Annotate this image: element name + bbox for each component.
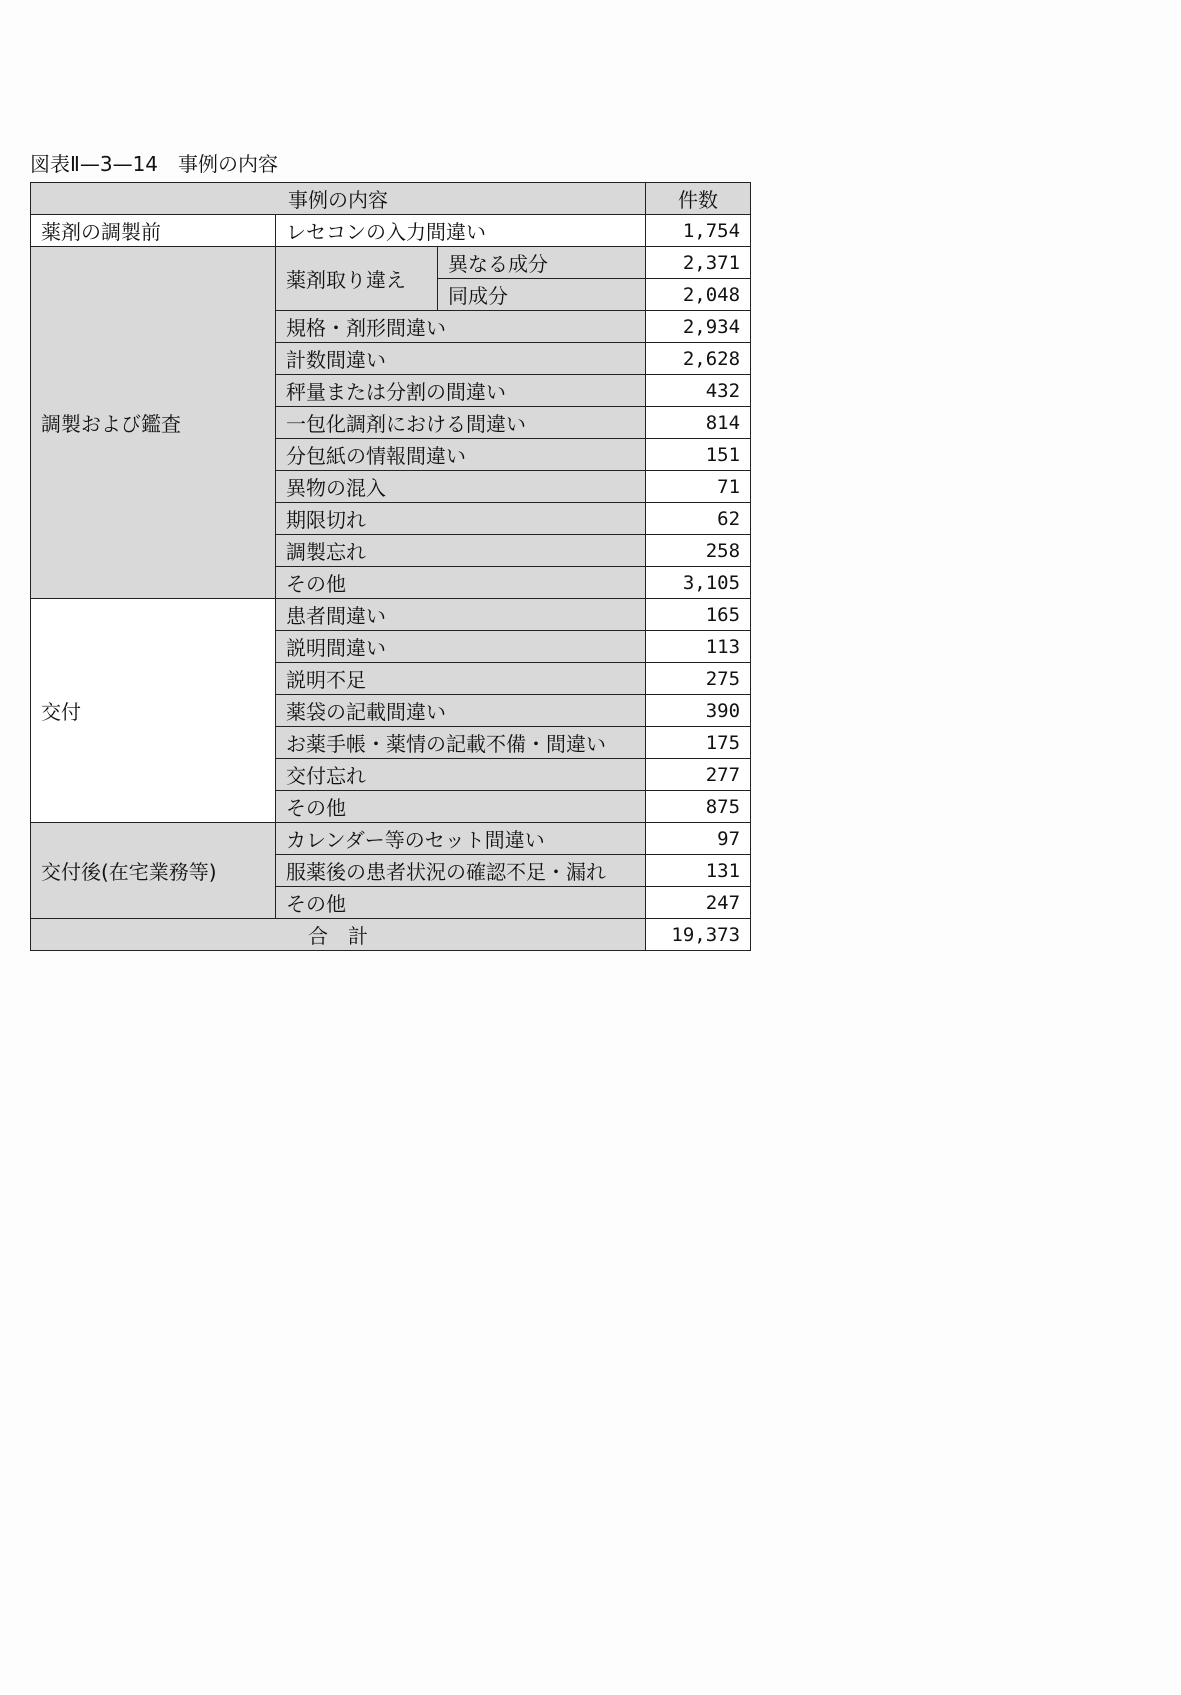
table-row — [31, 247, 751, 279]
total-row — [31, 919, 751, 951]
table-row — [31, 599, 751, 631]
count-cell: 113 — [646, 631, 751, 663]
category-cell: 交付 — [31, 599, 276, 823]
count-cell: 875 — [646, 791, 751, 823]
item-cell: 秤量または分割の間違い — [276, 375, 646, 407]
item-cell: 薬袋の記載間違い — [276, 695, 646, 727]
count-cell: 432 — [646, 375, 751, 407]
item-cell: 計数間違い — [276, 343, 646, 375]
count-cell: 258 — [646, 535, 751, 567]
total-count: 19,373 — [646, 919, 751, 951]
count-cell: 247 — [646, 887, 751, 919]
count-cell: 97 — [646, 823, 751, 855]
item-cell: 規格・剤形間違い — [276, 311, 646, 343]
category-cell: 調製および鑑査 — [31, 247, 276, 599]
item-cell: その他 — [276, 887, 646, 919]
item-cell: お薬手帳・薬情の記載不備・間違い — [276, 727, 646, 759]
count-cell: 277 — [646, 759, 751, 791]
item-cell: 交付忘れ — [276, 759, 646, 791]
item-cell: 一包化調剤における間違い — [276, 407, 646, 439]
item-cell: 説明間違い — [276, 631, 646, 663]
count-cell: 62 — [646, 503, 751, 535]
count-cell: 814 — [646, 407, 751, 439]
header-row — [31, 183, 751, 215]
header-content: 事例の内容 — [31, 183, 646, 215]
item-cell: 患者間違い — [276, 599, 646, 631]
item-cell: 期限切れ — [276, 503, 646, 535]
item-cell: 異物の混入 — [276, 471, 646, 503]
count-cell: 2,371 — [646, 247, 751, 279]
count-cell: 1,754 — [646, 215, 751, 247]
table-row — [31, 823, 751, 855]
item-cell: カレンダー等のセット間違い — [276, 823, 646, 855]
category-cell: 交付後(在宅業務等) — [31, 823, 276, 919]
subitem-cell: 同成分 — [438, 279, 646, 311]
total-label: 合 計 — [31, 919, 646, 951]
item-cell: レセコンの入力間違い — [276, 215, 646, 247]
count-cell: 2,048 — [646, 279, 751, 311]
item-cell: 調製忘れ — [276, 535, 646, 567]
item-cell: その他 — [276, 567, 646, 599]
item-cell: 薬剤取り違え — [276, 247, 438, 311]
item-cell: 説明不足 — [276, 663, 646, 695]
count-cell: 71 — [646, 471, 751, 503]
count-cell: 175 — [646, 727, 751, 759]
count-cell: 275 — [646, 663, 751, 695]
subitem-cell: 異なる成分 — [438, 247, 646, 279]
header-count: 件数 — [646, 183, 751, 215]
count-cell: 2,628 — [646, 343, 751, 375]
count-cell: 131 — [646, 855, 751, 887]
item-cell: 分包紙の情報間違い — [276, 439, 646, 471]
figure-caption: 図表Ⅱ—3—14 事例の内容 — [30, 152, 279, 176]
count-cell: 2,934 — [646, 311, 751, 343]
item-cell: 服薬後の患者状況の確認不足・漏れ — [276, 855, 646, 887]
item-cell: その他 — [276, 791, 646, 823]
count-cell: 390 — [646, 695, 751, 727]
case-content-table — [30, 182, 751, 951]
count-cell: 165 — [646, 599, 751, 631]
category-cell: 薬剤の調製前 — [31, 215, 276, 247]
table-row — [31, 215, 751, 247]
count-cell: 151 — [646, 439, 751, 471]
count-cell: 3,105 — [646, 567, 751, 599]
